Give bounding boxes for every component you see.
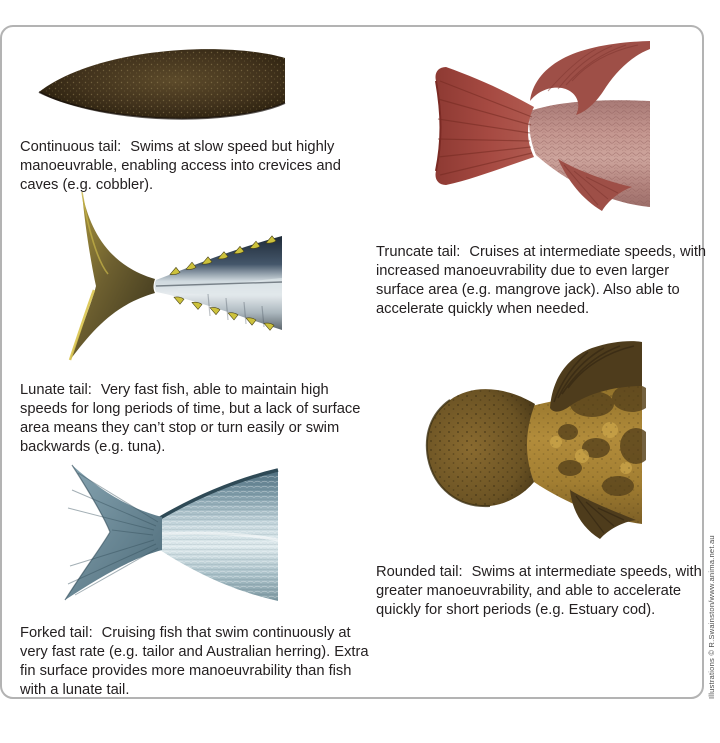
tail-type-description: Swims at slow speed but highly manoeuvrable, enabling access into crevices and caves (e.g. cobbler).: [20, 138, 341, 193]
truncate-tail-illustration: [430, 37, 652, 215]
forked-tail-caption: [20, 624, 376, 700]
continuous-tail-illustration: [36, 45, 286, 125]
tail-type-description: Swims at intermediate speeds, with greater manoeuvrability, and able to accelerate quickly for short periods (e.g. Estuary cod).: [376, 563, 702, 618]
lunate-tail-illustration: [58, 190, 288, 362]
tail-type-description: Cruises at intermediate speeds, with increased manoeuvrability due to even larger surface area (e.g. mangrove jack). Also able to accelerate quickly when needed.: [376, 243, 707, 317]
forked-tail-illustration: [58, 460, 280, 606]
rounded-tail-caption: [376, 563, 710, 620]
lunate-tail-caption: [20, 381, 374, 457]
tail-type-description: Very fast fish, able to maintain high speeds for long periods of time, but a lack of surface area means they can’t stop or turn easily or swim backwards (e.g. tuna).: [20, 381, 361, 455]
illustrator-credit: Illustrations © R.Swainston/www.anima.net.au: [707, 535, 716, 699]
tail-type-label: Forked tail:: [20, 624, 93, 641]
tail-type-description: Cruising fish that swim continuously at very fast rate (e.g. tailor and Australian herring). Extra fin surface provides more manoeuvrability than fish with a lunate tail.: [20, 624, 369, 698]
continuous-tail-caption: [20, 138, 374, 195]
tail-type-label: Continuous tail:: [20, 138, 122, 155]
tail-type-label: Lunate tail:: [20, 381, 92, 398]
tail-type-label: Truncate tail:: [376, 243, 461, 260]
rounded-tail-illustration: [420, 340, 646, 543]
truncate-tail-caption: [376, 243, 710, 319]
tail-type-label: Rounded tail:: [376, 563, 463, 580]
